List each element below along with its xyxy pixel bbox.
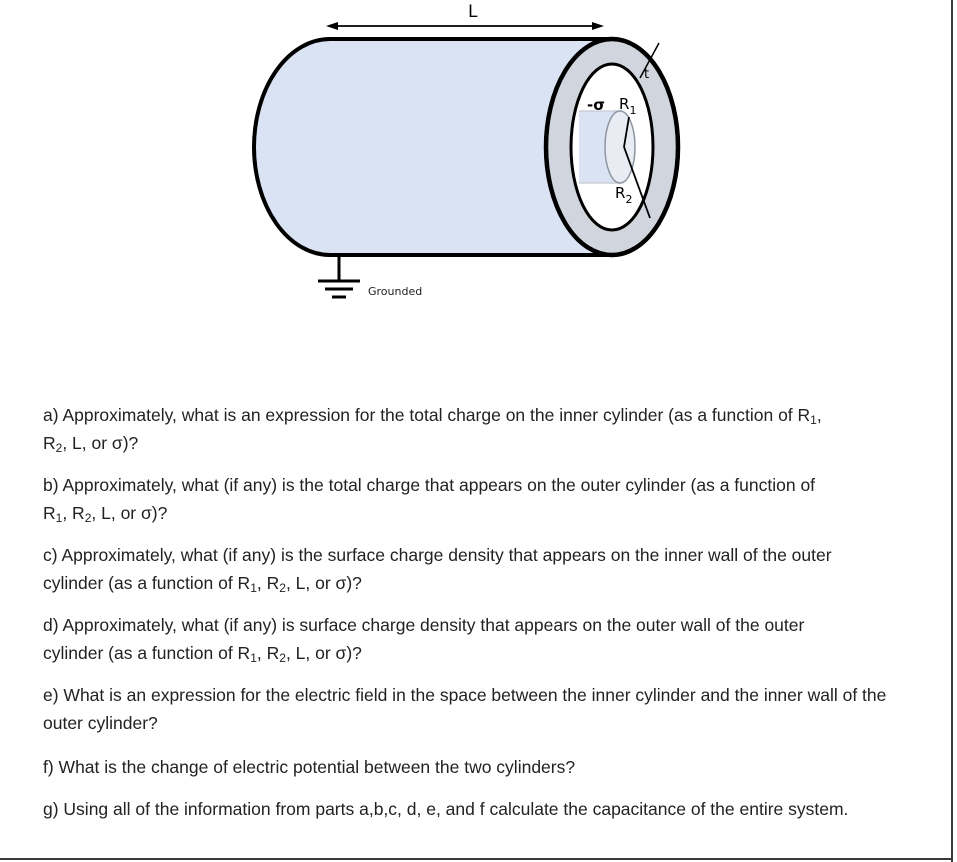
question-b-text-3: , R	[62, 503, 85, 523]
question-b-text-2: R	[43, 503, 56, 523]
outer-radius-label-sub: 2	[625, 193, 633, 206]
question-a-text-1: a) Approximately, what is an expression for the total charge on the inner cylinder (as a function of R	[43, 405, 811, 425]
charge-density-label: -σ	[587, 96, 605, 114]
inner-cylinder-end	[605, 111, 635, 183]
length-label: L	[468, 2, 478, 22]
question-b-sub-3: 2	[84, 511, 92, 525]
question-a-text-3: R	[43, 433, 56, 453]
question-d-text-1: d) Approximately, what (if any) is surface charge density that appears on the outer wall of the outer	[43, 615, 805, 635]
ground-symbol	[318, 255, 360, 297]
question-c-text-3: , R	[256, 573, 280, 593]
outer-radius-label-base: R	[615, 184, 626, 202]
coaxial-cylinder-diagram	[0, 0, 957, 340]
question-c-sub-2: 1	[250, 581, 257, 595]
inner-radius-label-base: R	[619, 95, 630, 113]
question-d-text-2: cylinder (as a function of R	[43, 643, 251, 663]
thickness-label: t	[644, 67, 650, 82]
question-c	[43, 541, 918, 597]
question-e: e) What is an expression for the electric field in the space between the inner cylinder and the inner wall of the outer cylinder?	[43, 685, 887, 733]
question-b-text-4: , L, or σ)?	[91, 503, 168, 523]
question-d-sub-3: 2	[279, 651, 286, 665]
question-g: g) Using all of the information from parts a,b,c, d, e, and f calculate the capacitance of the entire system.	[43, 799, 849, 819]
length-arrow	[326, 22, 604, 30]
question-b	[43, 471, 918, 527]
question-a-text-2: ,	[816, 405, 822, 425]
question-a-sub-3: 2	[55, 441, 63, 455]
inner-radius-label-sub: 1	[629, 104, 637, 117]
question-a	[43, 401, 918, 457]
question-c-text-4: , L, or σ)?	[285, 573, 362, 593]
question-d-sub-2: 1	[250, 651, 257, 665]
question-d-text-3: , R	[256, 643, 280, 663]
ground-label: Grounded	[368, 285, 423, 298]
question-a-sub-1: 1	[810, 413, 817, 427]
question-c-sub-3: 2	[279, 581, 286, 595]
question-c-text-1: c) Approximately, what (if any) is the surface charge density that appears on the inner wall of the outer	[43, 545, 832, 565]
question-d-text-4: , L, or σ)?	[285, 643, 362, 663]
question-b-text-1: b) Approximately, what (if any) is the total charge that appears on the outer cylinder (as a function of	[43, 475, 816, 495]
page-border-bottom	[0, 858, 953, 860]
question-f: f) What is the change of electric potential between the two cylinders?	[43, 757, 576, 777]
question-a-text-4: , L, or σ)?	[62, 433, 139, 453]
question-d	[43, 611, 918, 667]
question-c-text-2: cylinder (as a function of R	[43, 573, 251, 593]
question-b-sub-2: 1	[55, 511, 63, 525]
